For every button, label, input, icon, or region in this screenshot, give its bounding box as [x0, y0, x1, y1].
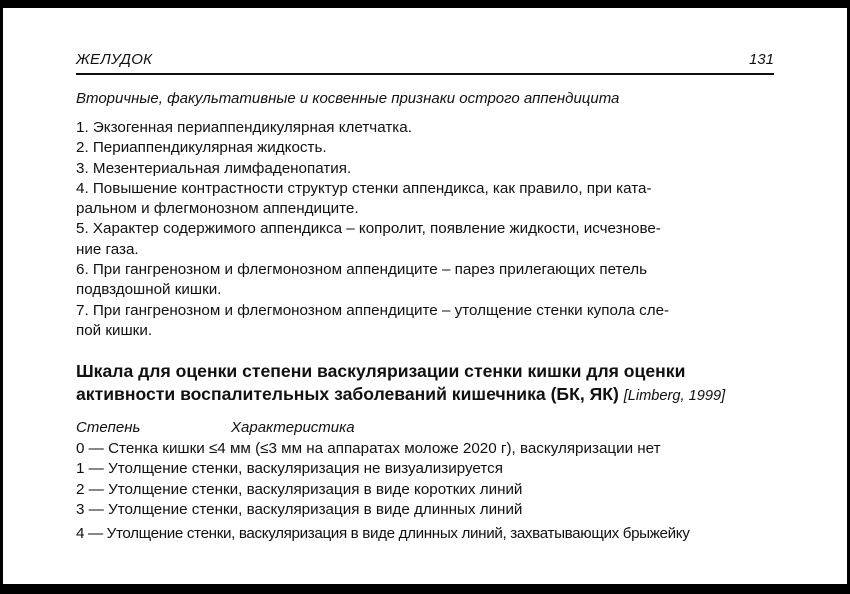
- list-item-line: 1. Экзогенная периаппендикулярная клетчатка.: [76, 119, 412, 136]
- list-item-line: ние газа.: [76, 240, 139, 258]
- scale-title-line: Шкала для оценки степени васкуляризации стенки кишки для оценки: [76, 361, 686, 381]
- signs-list: [76, 118, 776, 341]
- list-item-line: 2. Периаппендикулярная жидкость.: [76, 139, 327, 157]
- list-item: [76, 138, 776, 158]
- running-title: ЖЕЛУДОК: [76, 51, 153, 68]
- scale-row: 1 — Утолщение стенки, васкуляризация не визуализируется: [76, 460, 503, 478]
- scale-row: 3 — Утолщение стенки, васкуляризация в виде длинных линий: [76, 500, 523, 518]
- scale-title-text: активности воспалительных заболеваний кишечника (БК, ЯК): [76, 384, 619, 404]
- list-item-line: пой кишки.: [76, 321, 153, 339]
- list-item: [76, 118, 776, 138]
- scale-rows: [76, 439, 776, 544]
- list-item-line: 6. При гангренозном и флегмонозном аппендиците – парез прилегающих петель: [76, 261, 648, 279]
- list-item-line: подвздошной кишки.: [76, 281, 222, 299]
- scale-row: 4 — Утолщение стенки, васкуляризация в виде длинных линий, захватывающих брыжейку: [76, 525, 690, 543]
- list-item: [76, 219, 776, 260]
- scale-column-headers: [76, 419, 776, 439]
- list-item: [76, 260, 776, 301]
- scale-row: 0 — Стенка кишки ≤4 мм (≤3 мм на аппаратах моложе 2020 г), васкуляризации нет: [76, 440, 661, 457]
- citation: [Limberg, 1999]: [623, 388, 726, 404]
- list-item-line: 4. Повышение контрастности структур стенки аппендикса, как правило, при ката-: [76, 179, 652, 197]
- page-number: 131: [748, 51, 774, 68]
- list-item: [76, 159, 776, 179]
- list-item: [76, 179, 776, 220]
- book-page: [3, 8, 847, 584]
- scale-title-line-2: [76, 383, 796, 408]
- running-header: [76, 51, 774, 75]
- column-header-grade: Степень: [76, 419, 141, 436]
- section-subtitle: Вторичные, факультативные и косвенные признаки острого аппендицита: [76, 90, 620, 107]
- list-item: [76, 301, 776, 342]
- list-item-line: ральном и флегмонозном аппендиците.: [76, 200, 359, 218]
- list-item-line: 3. Мезентериальная лимфаденопатия.: [76, 159, 352, 177]
- list-item-line: 7. При гангренозном и флегмонозном аппендиците – утолщение стенки купола сле-: [76, 301, 670, 319]
- scale-row: 2 — Утолщение стенки, васкуляризация в виде коротких линий: [76, 480, 523, 498]
- column-header-description: Характеристика: [231, 419, 355, 436]
- scale-title: [76, 360, 796, 408]
- list-item-line: 5. Характер содержимого аппендикса – копролит, появление жидкости, исчезнове-: [76, 220, 661, 238]
